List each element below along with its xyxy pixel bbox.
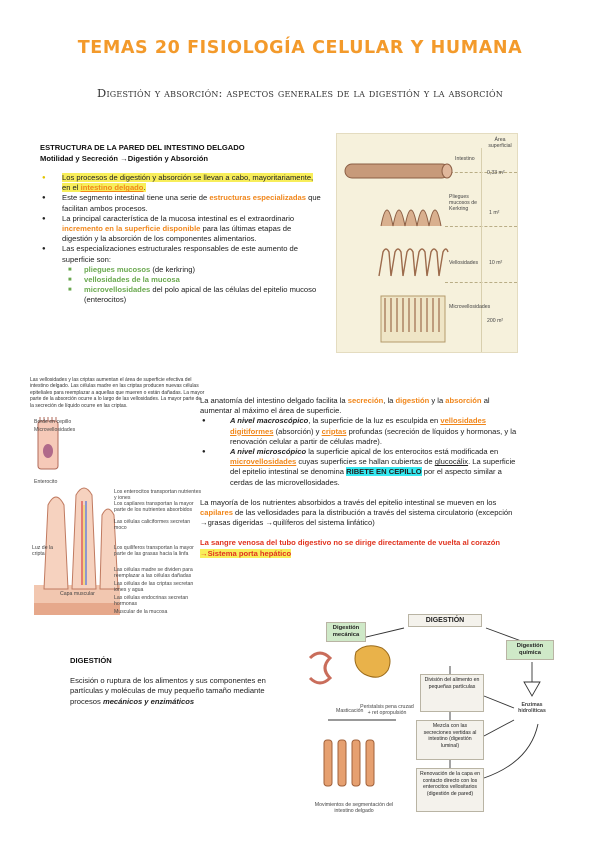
row-area: 200 m² xyxy=(487,318,504,324)
row-label: Pliegues mucosos de Kerkring xyxy=(449,194,477,212)
fig-label: Muscular de la mucosa xyxy=(114,609,168,615)
anatomy-list xyxy=(200,416,520,487)
fig-label: Borde en cepillo xyxy=(34,419,72,425)
list-item: ● La principal característica de la mucosa intestinal es el extraordinario incremento en la superficie disponible para las últimas etapas de digestión y la absorción de los componentes alimentarios. xyxy=(40,214,322,245)
row-area: 1 m² xyxy=(489,210,500,216)
diagram-label: Movimientos de segmentación del intestino delgado xyxy=(314,802,394,814)
list-item: ■ microvellosidades del polo apical de las células del epitelio mucoso (enterocitos) xyxy=(62,285,322,305)
fig-label: Las células de las criptas secretan iones y agua xyxy=(114,581,194,593)
diagram-renovacion: Renovación de la capa en contacto directo con los enterocitos vellositarios (digestión de pared) xyxy=(416,768,484,812)
paragraph: La anatomía del intestino delgado facilita la secreción, la digestión y la absorción al aumentar al máximo el área de superficie. xyxy=(200,396,490,416)
microvilli-icon xyxy=(377,292,449,346)
list-item: ● A nivel microscópico la superficie apical de los enterocitos está modificada en microvellosidades cuyas superficies se hallan cubiertas de glucocálix. La superficie del epitelio intestinal se denomina RIBETE EN CEPILLO por el aspecto similar a cerdas de las microvellosidades. xyxy=(200,447,520,488)
figure-header: Área superficial xyxy=(488,137,512,149)
digestion-diagram xyxy=(300,612,564,838)
diagram-division: División del alimento en pequeñas partículas xyxy=(420,674,484,712)
row-label: Microvellosidades xyxy=(449,304,491,310)
fig-label: Microvellosidades xyxy=(34,427,76,433)
row-area: 0,33 m² xyxy=(487,170,505,176)
section-structure xyxy=(40,143,322,306)
section-heading: ESTRUCTURA DE LA PARED DEL INTESTINO DELGADO xyxy=(40,143,245,152)
fig-label: Enterocito xyxy=(34,479,58,485)
row-label: Vellosidades xyxy=(449,260,479,266)
list-item: ● Las especializaciones estructurales responsables de este aumento de superficie son: ■ pliegues mucosos (de kerkring) ■ vellosidades de la mucosa ■ microvellosidades del polo apical de las células del epitelio mucoso (enterocitos) xyxy=(40,244,322,305)
fig-label: Los enterocitos transportan nutrientes y iones xyxy=(114,489,202,501)
page-subtitle: Digestión y absorción: aspectos generales de la digestión y la absorción xyxy=(97,86,503,100)
row-area: 10 m² xyxy=(489,260,503,266)
diagram-label: Enzimas hidrolíticas xyxy=(518,702,546,714)
diagram-mecanica: Digestión mecánica xyxy=(326,622,366,642)
list-item: ● A nivel macroscópico, la superficie de la luz es esculpida en vellosidades digitiformes (absorción) y criptas profundas (secreción de líquidos y hormonas, y la renovación celular a partir de células madre). xyxy=(200,416,520,447)
diagram-center: DIGESTIÓN xyxy=(408,614,482,627)
fig-label: Los capilares transportan la mayor parte de los nutrientes absorbidos xyxy=(114,501,194,513)
list-item: ● Este segmento intestinal tiene una serie de estructuras especializadas que facilitan ambos procesos. xyxy=(40,193,322,213)
surface-area-figure xyxy=(336,133,518,353)
paragraph: La mayoría de los nutrientes absorbidos a través del epitelio intestinal se mueven en los capilares de las vellosidades para la distribución a través del sistema circulatorio (excepción →grasas digeridas →quilíferos del sistema linfático) xyxy=(200,497,513,528)
list-item: ■ pliegues mucosos (de kerkring) xyxy=(62,265,322,275)
row-label: Intestino xyxy=(455,156,475,162)
kerkring-folds-icon xyxy=(377,186,445,236)
paragraph: Escisión o ruptura de los alimentos y sus componentes en partículas y moléculas de muy pequeño tamaño mediante procesos mecánicos y enzimáticos xyxy=(70,676,266,706)
villi-crypts-figure xyxy=(30,377,206,623)
diagram-mezcla: Mezcla con las secreciones vertidas al intestino (digestión luminal) xyxy=(416,720,484,760)
diagram-quimica: Digestión química xyxy=(506,640,554,660)
diagram-label: Peristalsis pena cruzad + ret opropulsión xyxy=(360,704,414,716)
figure-caption: Las vellosidades y las criptas aumentan el área de superficie efectiva del intestino delgado. Las células madre en las criptas producen nuevas células epiteliales para reemplazar a aquellas que mueren o están dañadas. La mayor parte de la absorción ocurre a lo largo de las vellosidades. La mayor parte de la secreción de líquido ocurre en las criptas. xyxy=(30,377,205,409)
sub-list xyxy=(62,265,322,306)
section-heading: DIGESTIÓN xyxy=(70,656,112,665)
section-anatomy xyxy=(200,396,520,559)
section-digestion xyxy=(70,656,290,707)
paragraph: La sangre venosa del tubo digestivo no se dirige directamente de vuelta al corazón →Sistema porta hepático xyxy=(200,538,501,558)
fig-label: Los quilíferos transportan la mayor parte de las grasas hacia la linfa xyxy=(114,545,194,557)
diagram-label: Masticación xyxy=(336,708,364,714)
villi-icon xyxy=(377,242,449,282)
list-item: ● Los procesos de digestión y absorción se llevan a cabo, mayoritariamente, en el intestino delgado. xyxy=(40,173,322,193)
fig-label: Las células madre se dividen para reemplazar a las células dañadas xyxy=(114,567,193,579)
list-item: ■ vellosidades de la mucosa xyxy=(62,275,322,285)
fig-label: Luz de la cripta xyxy=(32,545,54,557)
page-title: TEMAS 20 FISIOLOGÍA CELULAR Y HUMANA xyxy=(77,38,523,58)
structure-list xyxy=(40,173,322,306)
intestine-tube-icon xyxy=(343,160,455,184)
fig-label: Las células caliciformes secretan moco xyxy=(114,519,191,531)
fig-label: Las células endocrinas secretan hormonas xyxy=(114,595,189,607)
section-subheading: Motilidad y Secreción →Digestión y Absorción xyxy=(40,154,209,163)
fig-label: Capa muscular xyxy=(60,591,95,597)
